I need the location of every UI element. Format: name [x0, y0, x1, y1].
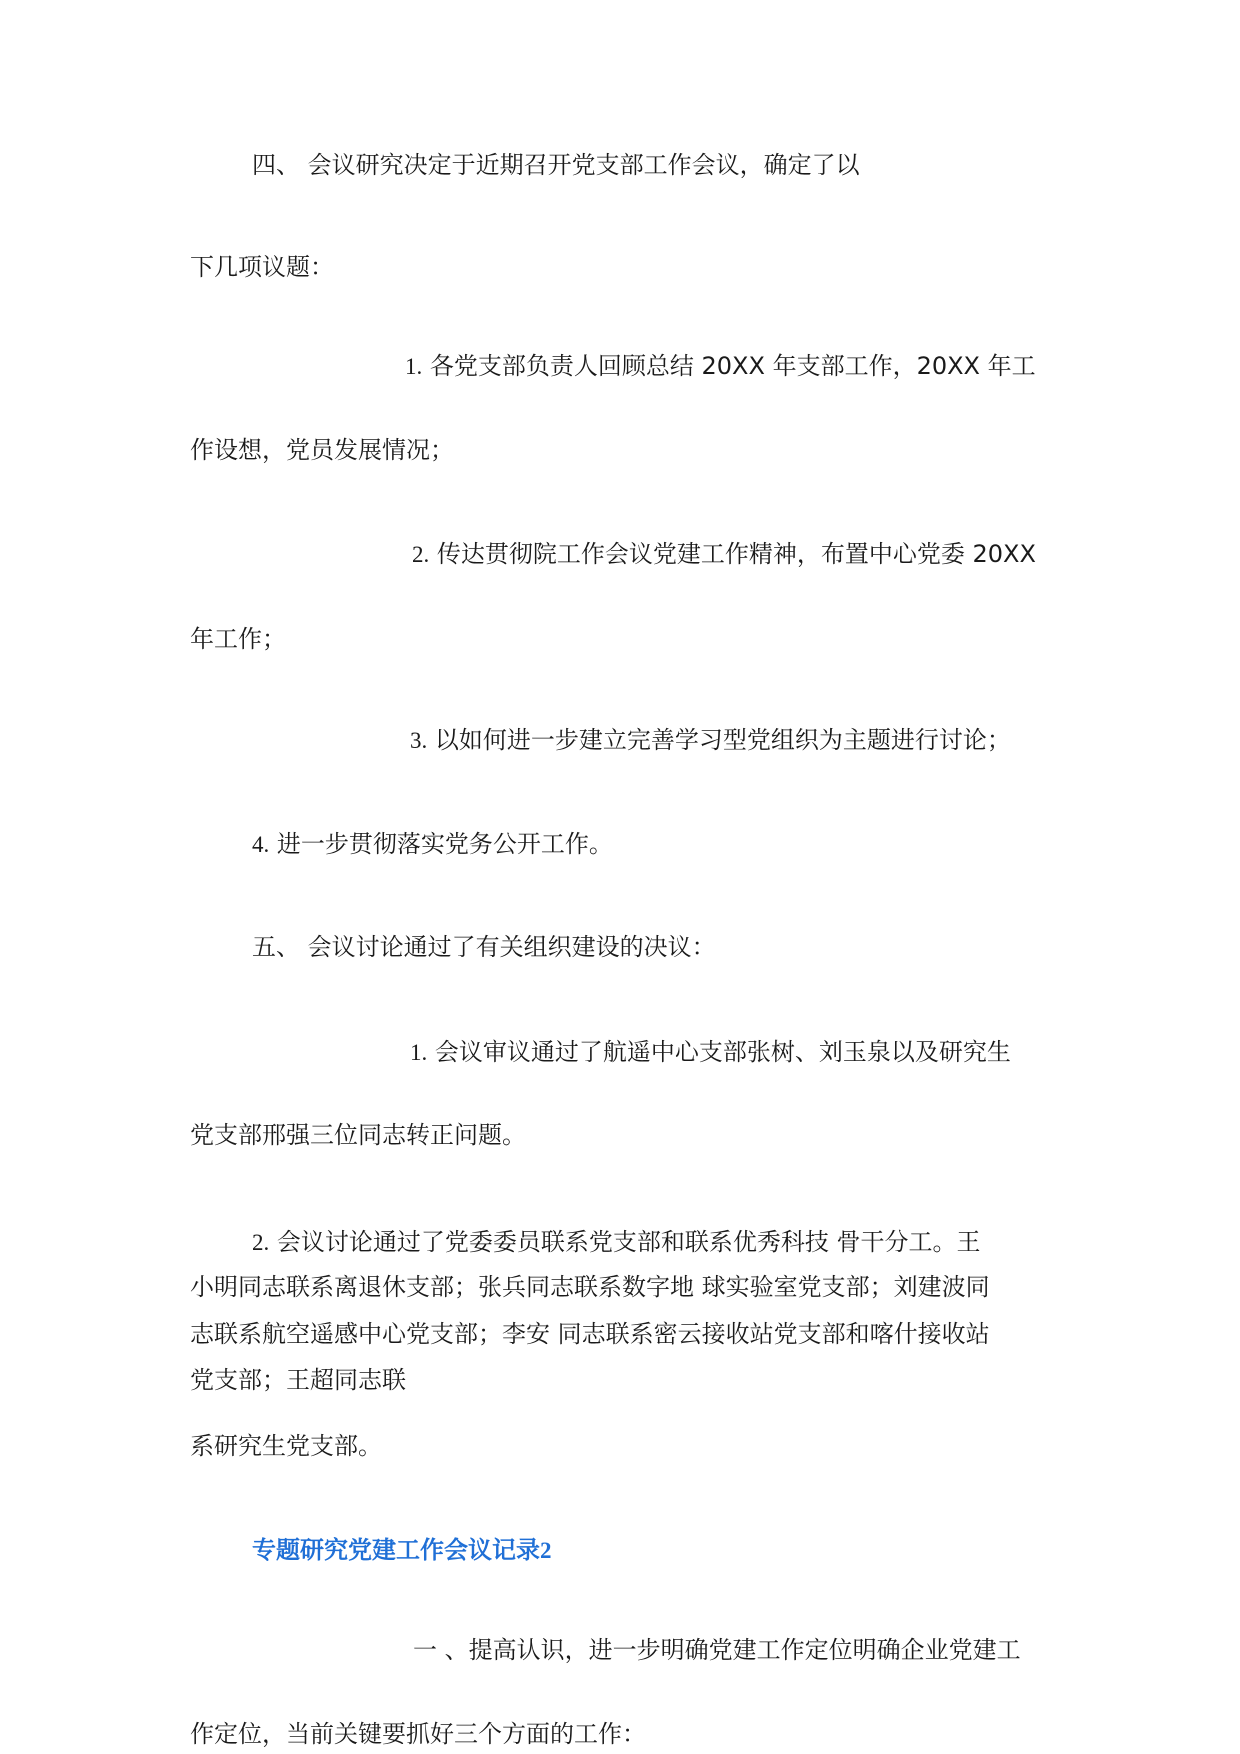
- item-number: 2.: [412, 542, 430, 567]
- item-4-1-line-2: 作设想，党员发展情况；: [190, 436, 454, 464]
- item-number: 3.: [410, 728, 428, 753]
- item-5-2-line-2: 小明同志联系离退休支部；张兵同志联系数字地 球实验室党支部；刘建波同: [190, 1273, 990, 1301]
- item-4-1-line-1: 1. 各党支部负责人回顾总结 20XX 年支部工作，20XX 年工: [405, 352, 1036, 380]
- item-4-2-line-1: 2. 传达贯彻院工作会议党建工作精神，布置中心党委 20XX: [412, 540, 1036, 568]
- item-5-2-line-4: 党支部；王超同志联: [190, 1366, 406, 1394]
- item-5-2-line-3: 志联系航空遥感中心党支部；李安 同志联系密云接收站党支部和喀什接收站: [190, 1320, 990, 1348]
- item-number: 2.: [252, 1230, 270, 1255]
- item-4-3-line-1: 3. 以如何进一步建立完善学习型党组织为主题进行讨论；: [410, 726, 1011, 754]
- section-4-line-1: 四、 会议研究决定于近期召开党支部工作会议，确定了以: [252, 151, 860, 179]
- item-5-2-line-1: 2. 会议讨论通过了党委委员联系党支部和联系优秀科技 骨干分工。王: [252, 1228, 981, 1256]
- item-5-1-line-2: 党支部邢强三位同志转正问题。: [190, 1121, 526, 1149]
- item-number: 4.: [252, 832, 270, 857]
- item-number: 1.: [405, 354, 423, 379]
- item-5-1-line-1: 1. 会议审议通过了航遥中心支部张树、刘玉泉以及研究生: [410, 1038, 1011, 1066]
- item-4-4-line-1: 4. 进一步贯彻落实党务公开工作。: [252, 830, 613, 858]
- section-5-line-1: 五、 会议讨论通过了有关组织建设的决议：: [252, 933, 716, 961]
- paragraph-1-line-2: 作定位，当前关键要抓好三个方面的工作：: [190, 1720, 646, 1748]
- item-number: 1.: [410, 1040, 428, 1065]
- paragraph-1-line-1: 一 、提高认识，进一步明确党建工作定位明确企业党建工: [413, 1636, 1021, 1664]
- item-4-2-line-2: 年工作；: [190, 625, 286, 653]
- section-heading: 专题研究党建工作会议记录2: [252, 1536, 552, 1564]
- section-4-line-2: 下几项议题：: [190, 253, 334, 281]
- item-5-2-line-5: 系研究生党支部。: [190, 1432, 382, 1460]
